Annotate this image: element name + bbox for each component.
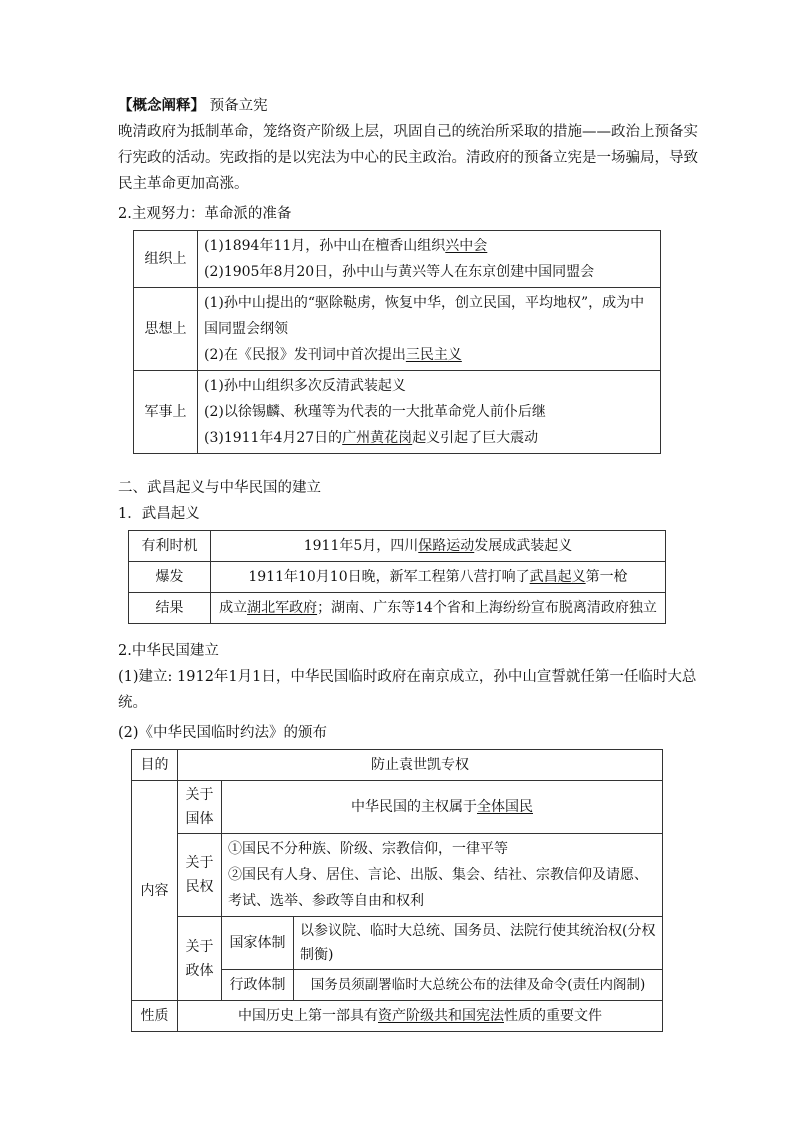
item-text: 国同盟会纲领 bbox=[204, 321, 288, 337]
minquan-line: 考试、选举、参政等自由和权利 bbox=[228, 893, 424, 909]
zhengti-label: 关于政体 bbox=[178, 917, 222, 1001]
table-row bbox=[129, 562, 666, 593]
table-row bbox=[134, 231, 661, 288]
nature-label: 性质 bbox=[132, 1001, 178, 1032]
row-label: 有利时机 bbox=[129, 531, 211, 562]
item-text: (1)孙中山提出的“驱除鞑虏，恢复中华，创立民国，平均地权”，成为中 bbox=[204, 295, 645, 311]
row-content: 1911年10月10日晚，新军工程第八营打响了武昌起义第一枪 bbox=[211, 562, 666, 593]
minquan-label: 关于民权 bbox=[178, 834, 222, 917]
row-content bbox=[198, 371, 661, 454]
item-text: (1)孙中山组织多次反清武装起义 bbox=[204, 378, 406, 394]
nature-text: 中国历史上第一部具有资产阶级共和国宪法性质的重要文件 bbox=[178, 1001, 663, 1032]
content-label: 内容 bbox=[132, 781, 178, 1001]
concept-line: 民主革命更加高涨。 bbox=[118, 176, 249, 192]
table-row bbox=[132, 781, 663, 834]
row-content: 1911年5月，四川保路运动发展成武装起义 bbox=[211, 531, 666, 562]
table-row bbox=[132, 917, 663, 970]
table-row bbox=[132, 1001, 663, 1032]
table-row bbox=[134, 288, 661, 371]
part-heading: 二、武昌起义与中华民国的建立 bbox=[118, 480, 321, 496]
purpose-label: 目的 bbox=[132, 750, 178, 781]
guojia-text: 以参议院、临时大总统、国务员、法院行使其统治权(分权制衡) bbox=[294, 917, 663, 970]
sub-heading: 2.中华民国建立 bbox=[118, 643, 219, 659]
item-text: (2)1905年8月20日，孙中山与黄兴等人在东京创建中国同盟会 bbox=[204, 264, 595, 280]
concept-line: 晚清政府为抵制革命，笼络资产阶级上层，巩固自己的统治所采取的措施——政治上预备实 bbox=[118, 124, 698, 140]
concept-line: 行宪政的活动。宪政指的是以宪法为中心的民主政治。清政府的预备立宪是一场骗局，导致 bbox=[118, 150, 698, 166]
row-label: 爆发 bbox=[129, 562, 211, 593]
item-text: (2)以徐锡麟、秋瑾等为代表的一大批革命党人前仆后继 bbox=[204, 404, 546, 420]
sub-heading: 1．武昌起义 bbox=[118, 506, 200, 522]
yuefa-heading: (2)《中华民国临时约法》的颁布 bbox=[118, 725, 328, 741]
table-row bbox=[129, 593, 666, 624]
row-label: 军事上 bbox=[134, 371, 198, 454]
concept-heading bbox=[118, 96, 268, 116]
item-text: (1)1894年11月，孙中山在檀香山组织兴中会 bbox=[204, 238, 488, 254]
xingzheng-label: 行政体制 bbox=[222, 970, 294, 1001]
guoti-label: 关于国体 bbox=[178, 781, 222, 834]
establish-line: (1)建立: 1912年1月1日，中华民国临时政府在南京成立，孙中山宣誓就任第一任临时大总 bbox=[118, 669, 697, 685]
establish-line: 统。 bbox=[118, 695, 147, 711]
table-row bbox=[129, 531, 666, 562]
table-row bbox=[132, 834, 663, 917]
row-label: 结果 bbox=[129, 593, 211, 624]
row-label: 思想上 bbox=[134, 288, 198, 371]
row-label: 组织上 bbox=[134, 231, 198, 288]
item-text: (2)在《民报》发刊词中首次提出三民主义 bbox=[204, 347, 462, 363]
table-row bbox=[132, 750, 663, 781]
guoti-text: 中华民国的主权属于全体国民 bbox=[222, 781, 663, 834]
table-row bbox=[134, 371, 661, 454]
wuchang-table bbox=[128, 530, 666, 624]
preparation-table bbox=[133, 230, 661, 454]
concept-tag: 【概念阐释】 bbox=[118, 97, 205, 114]
guojia-label: 国家体制 bbox=[222, 917, 294, 970]
minquan-text bbox=[222, 834, 663, 917]
row-content bbox=[198, 288, 661, 371]
row-content bbox=[198, 231, 661, 288]
provisional-constitution-table bbox=[131, 749, 663, 1032]
row-content: 成立湖北军政府；湖南、广东等14个省和上海纷纷宣布脱离清政府独立 bbox=[211, 593, 666, 624]
purpose-text: 防止袁世凯专权 bbox=[178, 750, 663, 781]
minquan-line: ①国民不分种族、阶级、宗教信仰，一律平等 bbox=[228, 841, 508, 857]
concept-term: 预备立宪 bbox=[209, 98, 268, 114]
item-text: (3)1911年4月27日的广州黄花岗起义引起了巨大震动 bbox=[204, 430, 539, 446]
xingzheng-text: 国务员须副署临时大总统公布的法律及命令(责任内阁制) bbox=[294, 970, 663, 1001]
section-heading: 2.主观努力：革命派的准备 bbox=[118, 206, 292, 222]
minquan-line: ②国民有人身、居住、言论、出版、集会、结社、宗教信仰及请愿、 bbox=[228, 867, 648, 883]
